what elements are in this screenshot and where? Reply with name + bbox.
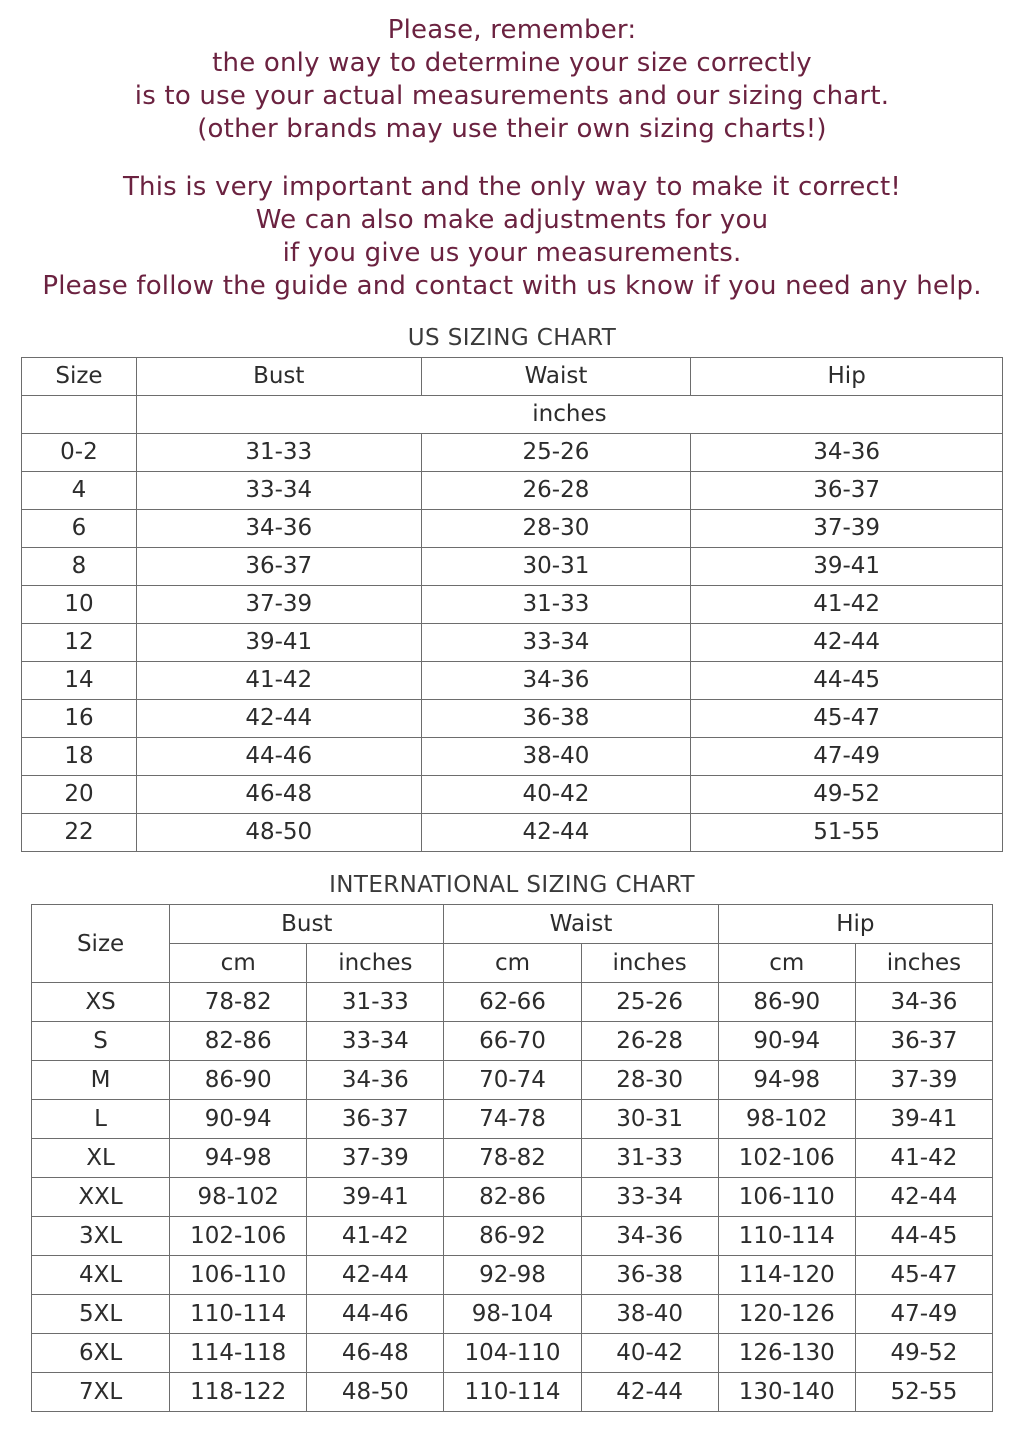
- cell-hip-inches: 36-37: [855, 1022, 992, 1061]
- table-row: [22, 700, 1003, 738]
- cell-bust-cm: 78-82: [170, 983, 307, 1022]
- column-header-waist: Waist: [444, 905, 718, 944]
- cell-hip: 51-55: [691, 814, 1003, 852]
- cell-waist-inches: 31-33: [581, 1139, 718, 1178]
- table-row: [32, 1295, 993, 1334]
- cell-waist-inches: 26-28: [581, 1022, 718, 1061]
- cell-waist-cm: 110-114: [444, 1373, 581, 1412]
- column-header-bust-inches: inches: [307, 944, 444, 983]
- cell-waist-cm: 66-70: [444, 1022, 581, 1061]
- table-row: [22, 662, 1003, 700]
- cell-bust-cm: 106-110: [170, 1256, 307, 1295]
- cell-size: 10: [22, 586, 137, 624]
- cell-hip: 37-39: [691, 510, 1003, 548]
- table-row: [22, 814, 1003, 852]
- table-row: [22, 776, 1003, 814]
- cell-hip-inches: 47-49: [855, 1295, 992, 1334]
- cell-hip-cm: 94-98: [718, 1061, 855, 1100]
- cell-bust-inches: 37-39: [307, 1139, 444, 1178]
- cell-waist: 34-36: [421, 662, 691, 700]
- cell-hip: 41-42: [691, 586, 1003, 624]
- cell-hip: 36-37: [691, 472, 1003, 510]
- cell-bust: 31-33: [136, 434, 421, 472]
- cell-waist-cm: 62-66: [444, 983, 581, 1022]
- table-row: [32, 1100, 993, 1139]
- cell-bust-cm: 114-118: [170, 1334, 307, 1373]
- cell-size: 12: [22, 624, 137, 662]
- column-header-hip-cm: cm: [718, 944, 855, 983]
- cell-waist-cm: 78-82: [444, 1139, 581, 1178]
- cell-waist: 40-42: [421, 776, 691, 814]
- intro-line: Please follow the guide and contact with us know if you need any help.: [42, 271, 982, 301]
- cell-hip: 47-49: [691, 738, 1003, 776]
- cell-hip-inches: 34-36: [855, 983, 992, 1022]
- cell-hip: 39-41: [691, 548, 1003, 586]
- table-row: [22, 548, 1003, 586]
- cell-hip-inches: 45-47: [855, 1256, 992, 1295]
- cell-bust-inches: 31-33: [307, 983, 444, 1022]
- table-row: [32, 983, 993, 1022]
- column-header-bust: Bust: [170, 905, 444, 944]
- cell-hip-inches: 37-39: [855, 1061, 992, 1100]
- cell-size: M: [32, 1061, 170, 1100]
- cell-waist: 33-34: [421, 624, 691, 662]
- cell-waist: 36-38: [421, 700, 691, 738]
- cell-size: 6XL: [32, 1334, 170, 1373]
- intro-text: [0, 0, 1024, 303]
- cell-bust: 33-34: [136, 472, 421, 510]
- cell-waist-inches: 36-38: [581, 1256, 718, 1295]
- unit-row-label: inches: [136, 396, 1002, 434]
- column-header-bust: Bust: [136, 358, 421, 396]
- table-row: [32, 1256, 993, 1295]
- table-row: [22, 472, 1003, 510]
- cell-hip-inches: 44-45: [855, 1217, 992, 1256]
- cell-waist-inches: 40-42: [581, 1334, 718, 1373]
- column-header-hip: Hip: [718, 905, 992, 944]
- cell-bust: 39-41: [136, 624, 421, 662]
- cell-size: 0-2: [22, 434, 137, 472]
- cell-bust: 42-44: [136, 700, 421, 738]
- cell-size: 8: [22, 548, 137, 586]
- cell-size: 22: [22, 814, 137, 852]
- cell-hip-cm: 114-120: [718, 1256, 855, 1295]
- cell-bust-cm: 82-86: [170, 1022, 307, 1061]
- cell-waist-inches: 38-40: [581, 1295, 718, 1334]
- cell-size: 18: [22, 738, 137, 776]
- cell-waist-cm: 70-74: [444, 1061, 581, 1100]
- cell-hip-cm: 98-102: [718, 1100, 855, 1139]
- table-row: [22, 434, 1003, 472]
- cell-size: 4: [22, 472, 137, 510]
- cell-hip-cm: 130-140: [718, 1373, 855, 1412]
- cell-bust-inches: 41-42: [307, 1217, 444, 1256]
- cell-size: 16: [22, 700, 137, 738]
- table-row: [22, 586, 1003, 624]
- cell-bust-inches: 48-50: [307, 1373, 444, 1412]
- cell-waist: 28-30: [421, 510, 691, 548]
- cell-bust-inches: 44-46: [307, 1295, 444, 1334]
- table-row: [32, 1061, 993, 1100]
- cell-bust: 48-50: [136, 814, 421, 852]
- cell-bust: 36-37: [136, 548, 421, 586]
- cell-bust: 46-48: [136, 776, 421, 814]
- table-row: [32, 1022, 993, 1061]
- table-row: [22, 510, 1003, 548]
- cell-size: 20: [22, 776, 137, 814]
- table-row: [32, 1334, 993, 1373]
- intro-line: Please, remember:: [387, 15, 637, 45]
- table-row: [32, 1139, 993, 1178]
- table-row: [32, 1178, 993, 1217]
- table-header-row: [22, 358, 1003, 396]
- intl-chart-title: INTERNATIONAL SIZING CHART: [329, 872, 695, 898]
- cell-size: 14: [22, 662, 137, 700]
- cell-hip-cm: 90-94: [718, 1022, 855, 1061]
- cell-bust-inches: 42-44: [307, 1256, 444, 1295]
- column-header-size: Size: [22, 358, 137, 396]
- cell-waist: 31-33: [421, 586, 691, 624]
- cell-hip-cm: 86-90: [718, 983, 855, 1022]
- cell-size: XL: [32, 1139, 170, 1178]
- cell-waist: 38-40: [421, 738, 691, 776]
- intro-line: (other brands may use their own sizing charts!): [197, 114, 827, 144]
- cell-hip: 34-36: [691, 434, 1003, 472]
- cell-waist-cm: 104-110: [444, 1334, 581, 1373]
- cell-hip-inches: 42-44: [855, 1178, 992, 1217]
- table-row: [22, 738, 1003, 776]
- cell-size: S: [32, 1022, 170, 1061]
- cell-bust-cm: 86-90: [170, 1061, 307, 1100]
- cell-waist: 25-26: [421, 434, 691, 472]
- cell-hip-cm: 102-106: [718, 1139, 855, 1178]
- column-header-waist: Waist: [421, 358, 691, 396]
- cell-size: XS: [32, 983, 170, 1022]
- cell-waist: 30-31: [421, 548, 691, 586]
- intro-line: is to use your actual measurements and our sizing chart.: [134, 81, 890, 111]
- table-header-row: [32, 905, 993, 944]
- cell-waist-inches: 42-44: [581, 1373, 718, 1412]
- column-header-waist-inches: inches: [581, 944, 718, 983]
- cell-waist-cm: 98-104: [444, 1295, 581, 1334]
- cell-hip-cm: 106-110: [718, 1178, 855, 1217]
- cell-bust-cm: 98-102: [170, 1178, 307, 1217]
- table-row: [32, 1217, 993, 1256]
- unit-row: [22, 396, 1003, 434]
- column-header-size: Size: [32, 905, 170, 983]
- cell-bust-cm: 90-94: [170, 1100, 307, 1139]
- cell-hip-inches: 49-52: [855, 1334, 992, 1373]
- cell-waist: 26-28: [421, 472, 691, 510]
- cell-bust: 37-39: [136, 586, 421, 624]
- cell-hip-cm: 110-114: [718, 1217, 855, 1256]
- cell-hip: 49-52: [691, 776, 1003, 814]
- cell-bust: 44-46: [136, 738, 421, 776]
- table-row: [22, 624, 1003, 662]
- cell-size: L: [32, 1100, 170, 1139]
- cell-hip: 45-47: [691, 700, 1003, 738]
- cell-waist-inches: 28-30: [581, 1061, 718, 1100]
- cell-size: 7XL: [32, 1373, 170, 1412]
- cell-hip-cm: 126-130: [718, 1334, 855, 1373]
- cell-waist-inches: 25-26: [581, 983, 718, 1022]
- table-row: [32, 1373, 993, 1412]
- column-header-hip-inches: inches: [855, 944, 992, 983]
- cell-size: 5XL: [32, 1295, 170, 1334]
- cell-waist-inches: 33-34: [581, 1178, 718, 1217]
- column-header-hip: Hip: [691, 358, 1003, 396]
- cell-bust-cm: 94-98: [170, 1139, 307, 1178]
- cell-waist-cm: 74-78: [444, 1100, 581, 1139]
- cell-waist-cm: 82-86: [444, 1178, 581, 1217]
- international-sizing-table: [31, 904, 993, 1412]
- cell-waist-inches: 34-36: [581, 1217, 718, 1256]
- intro-line: if you give us your measurements.: [282, 238, 742, 268]
- cell-bust-inches: 34-36: [307, 1061, 444, 1100]
- us-sizing-table: [21, 357, 1003, 852]
- cell-hip-inches: 41-42: [855, 1139, 992, 1178]
- cell-bust: 34-36: [136, 510, 421, 548]
- cell-hip: 44-45: [691, 662, 1003, 700]
- cell-hip-inches: 52-55: [855, 1373, 992, 1412]
- column-header-waist-cm: cm: [444, 944, 581, 983]
- cell-bust: 41-42: [136, 662, 421, 700]
- cell-size: 6: [22, 510, 137, 548]
- cell-size: 4XL: [32, 1256, 170, 1295]
- table-subheader-row: [32, 944, 993, 983]
- cell-waist-cm: 92-98: [444, 1256, 581, 1295]
- cell-bust-inches: 39-41: [307, 1178, 444, 1217]
- cell-waist: 42-44: [421, 814, 691, 852]
- cell-hip: 42-44: [691, 624, 1003, 662]
- cell-size: XXL: [32, 1178, 170, 1217]
- column-header-bust-cm: cm: [170, 944, 307, 983]
- cell-waist-cm: 86-92: [444, 1217, 581, 1256]
- cell-bust-inches: 36-37: [307, 1100, 444, 1139]
- cell-bust-inches: 46-48: [307, 1334, 444, 1373]
- intro-line: the only way to determine your size correctly: [212, 48, 812, 78]
- cell-bust-cm: 118-122: [170, 1373, 307, 1412]
- intro-spacer: [0, 146, 1024, 171]
- cell-hip-inches: 39-41: [855, 1100, 992, 1139]
- cell-bust-inches: 33-34: [307, 1022, 444, 1061]
- cell-size: 3XL: [32, 1217, 170, 1256]
- us-chart-title: US SIZING CHART: [407, 325, 617, 351]
- unit-row-blank: [22, 396, 137, 434]
- intro-line: This is very important and the only way to make it correct!: [122, 172, 902, 202]
- cell-bust-cm: 110-114: [170, 1295, 307, 1334]
- cell-waist-inches: 30-31: [581, 1100, 718, 1139]
- cell-hip-cm: 120-126: [718, 1295, 855, 1334]
- intro-line: We can also make adjustments for you: [255, 205, 769, 235]
- cell-bust-cm: 102-106: [170, 1217, 307, 1256]
